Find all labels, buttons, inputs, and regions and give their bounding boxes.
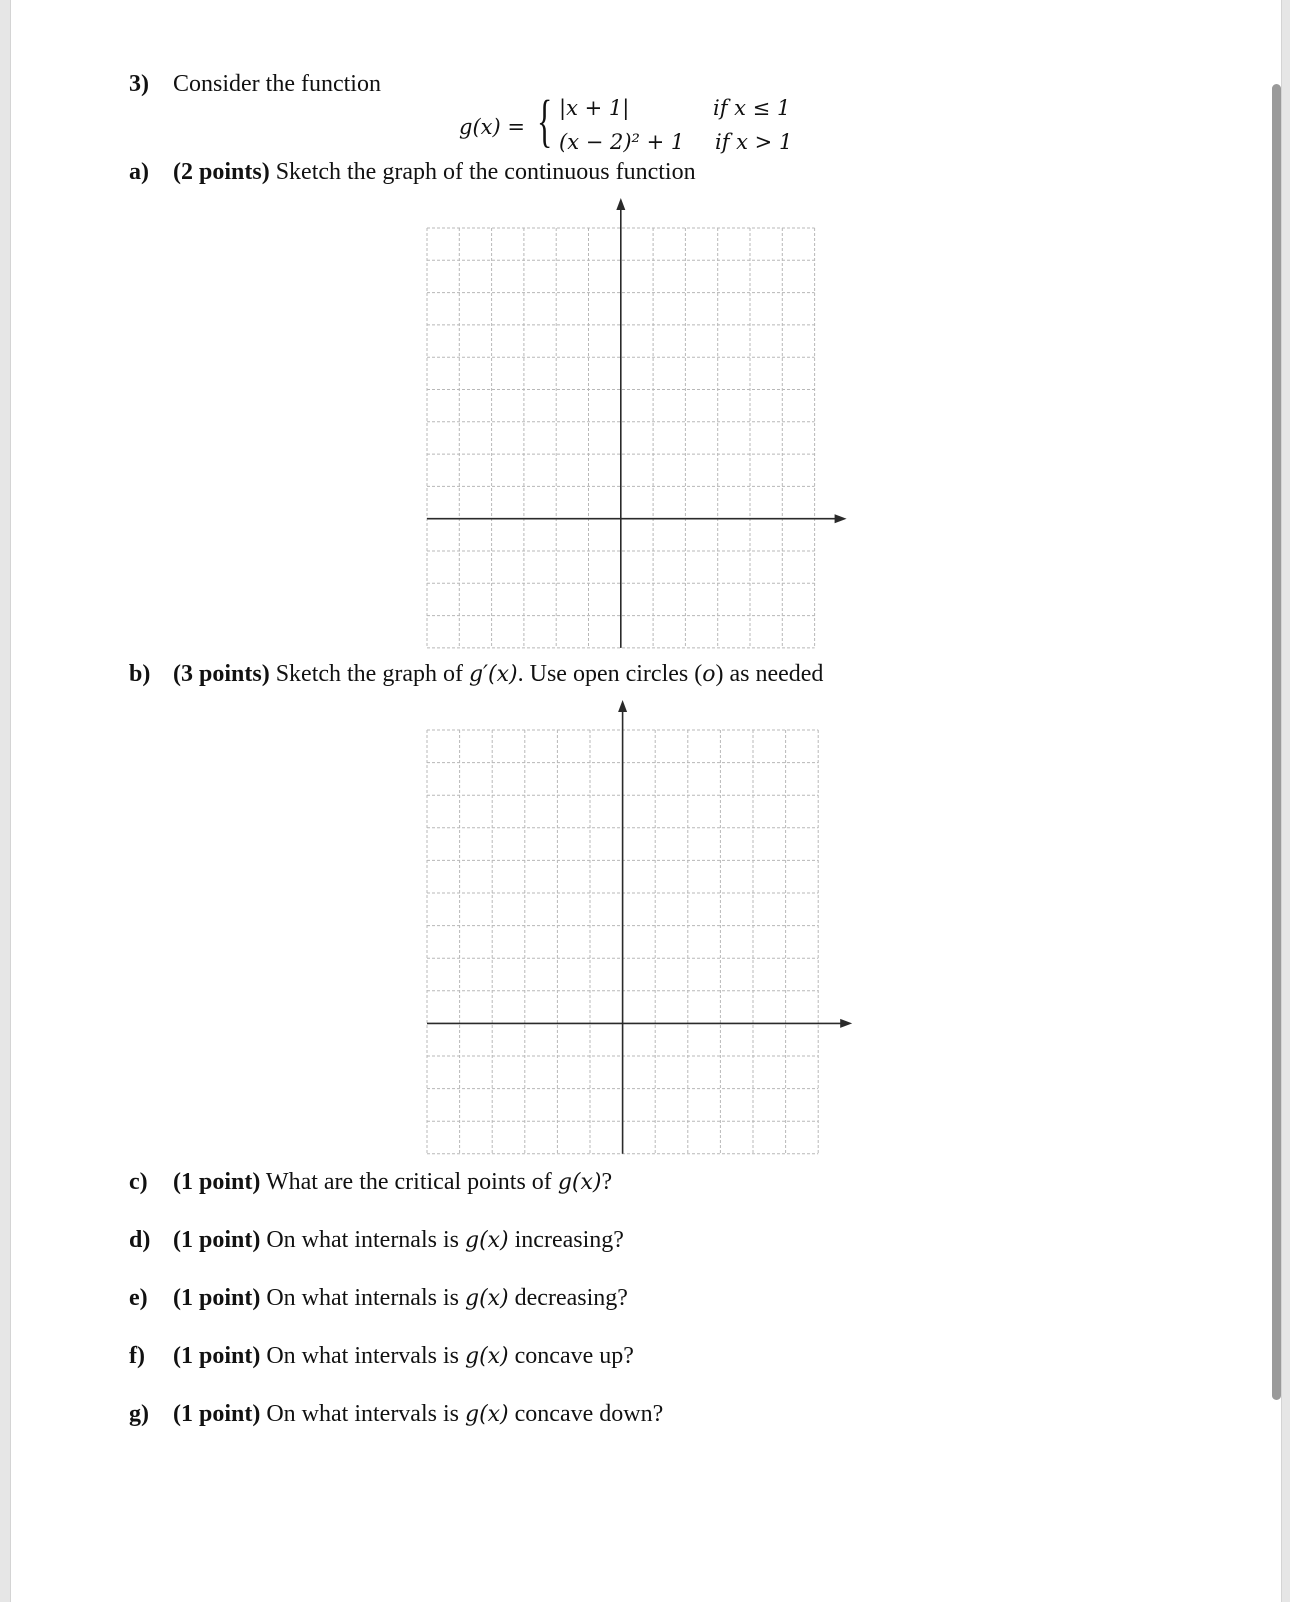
case2-condition: if x > 1 bbox=[715, 130, 793, 154]
part-a-points: (2 points) bbox=[173, 159, 270, 185]
x-axis-arrow-icon bbox=[835, 514, 847, 523]
part-f-text-pre: On what intervals is bbox=[266, 1343, 459, 1369]
part-a bbox=[129, 158, 696, 186]
part-d-text-post: increasing? bbox=[514, 1227, 624, 1253]
part-d bbox=[129, 1226, 624, 1255]
part-b-function: g′(x) bbox=[468, 662, 518, 687]
part-b-points: (3 points) bbox=[173, 661, 270, 687]
part-d-points: (1 point) bbox=[173, 1227, 261, 1253]
x-axis-arrow-icon bbox=[840, 1019, 852, 1028]
part-g bbox=[129, 1400, 663, 1429]
part-e-text-post: decreasing? bbox=[514, 1285, 628, 1311]
case2-expression: (x − 2)² + 1 bbox=[559, 130, 685, 154]
question-heading bbox=[129, 70, 381, 98]
part-d-function: g(x) bbox=[464, 1228, 509, 1253]
part-f-function: g(x) bbox=[464, 1344, 509, 1369]
y-axis-arrow-icon bbox=[618, 700, 627, 712]
function-lhs: g(x) = bbox=[459, 115, 525, 139]
part-g-function: g(x) bbox=[464, 1402, 509, 1427]
question-intro: Consider the function bbox=[173, 71, 381, 97]
graph-b-grid[interactable] bbox=[425, 696, 871, 1130]
part-b-text-pre: Sketch the graph of bbox=[275, 661, 463, 687]
question-number: 3) bbox=[129, 71, 149, 97]
part-g-points: (1 point) bbox=[173, 1401, 261, 1427]
part-b-text-mid: . Use open circles ( bbox=[517, 661, 703, 687]
part-c-text-pre: What are the critical points of bbox=[265, 1169, 552, 1195]
part-d-text-pre: On what internals is bbox=[266, 1227, 459, 1253]
part-f bbox=[129, 1342, 634, 1371]
part-c-text-post: ? bbox=[601, 1169, 613, 1195]
part-f-points: (1 point) bbox=[173, 1343, 261, 1369]
part-a-label: a) bbox=[129, 159, 149, 185]
case1-expression: |x + 1| bbox=[559, 96, 630, 120]
part-c-label: c) bbox=[129, 1169, 148, 1195]
part-c bbox=[129, 1168, 612, 1197]
graph-a-grid[interactable] bbox=[425, 196, 865, 624]
part-b bbox=[129, 660, 823, 689]
left-brace-glyph: { bbox=[537, 88, 553, 153]
part-b-text-post: ) as needed bbox=[715, 661, 824, 687]
part-e-text-pre: On what internals is bbox=[266, 1285, 459, 1311]
part-g-text-pre: On what intervals is bbox=[266, 1401, 459, 1427]
worksheet-page bbox=[10, 0, 1282, 1602]
part-b-label: b) bbox=[129, 661, 151, 687]
part-e-function: g(x) bbox=[464, 1286, 509, 1311]
y-axis-arrow-icon bbox=[616, 198, 625, 210]
part-e-label: e) bbox=[129, 1285, 148, 1311]
part-c-function: g(x) bbox=[557, 1170, 602, 1195]
part-c-points: (1 point) bbox=[173, 1169, 261, 1195]
vertical-scrollbar[interactable] bbox=[1272, 84, 1281, 1400]
part-b-circle-symbol: o bbox=[702, 662, 716, 687]
part-g-label: g) bbox=[129, 1401, 149, 1427]
part-f-label: f) bbox=[129, 1343, 145, 1369]
part-g-text-post: concave down? bbox=[514, 1401, 664, 1427]
part-e bbox=[129, 1284, 628, 1313]
case1-condition: if x ≤ 1 bbox=[713, 96, 791, 120]
part-a-text: Sketch the graph of the continuous function bbox=[275, 159, 696, 185]
part-e-points: (1 point) bbox=[173, 1285, 261, 1311]
part-f-text-post: concave up? bbox=[514, 1343, 634, 1369]
part-d-label: d) bbox=[129, 1227, 151, 1253]
